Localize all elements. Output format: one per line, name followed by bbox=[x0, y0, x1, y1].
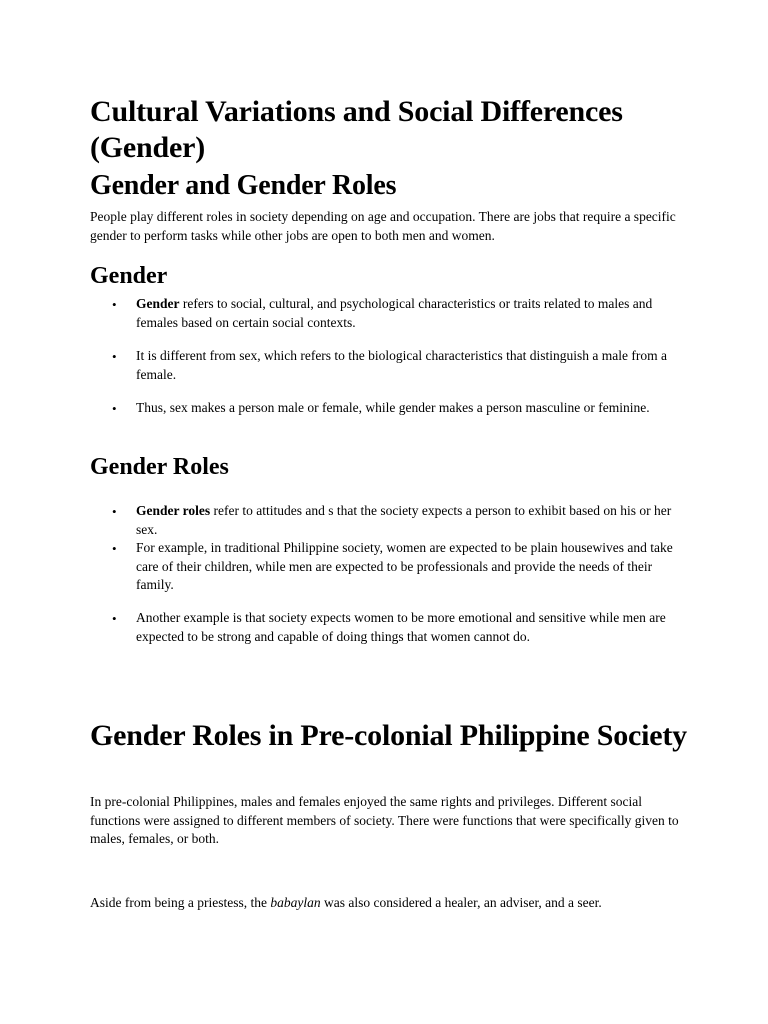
bullet-icon: • bbox=[112, 349, 117, 364]
gender-bullet-1-text: refers to social, cultural, and psychological characteristics or traits related to males and females based on certain social contexts. bbox=[136, 296, 653, 330]
intro-paragraph: People play different roles in society depending on age and occupation. There are jobs that require a specific gender to perform tasks while other jobs are open to both men and women. bbox=[90, 209, 676, 243]
babaylan-paragraph bbox=[90, 894, 685, 913]
main-heading: Gender and Gender Roles bbox=[90, 170, 397, 201]
bullet-icon: • bbox=[112, 504, 117, 519]
roles-bullet-1 bbox=[136, 502, 684, 539]
bullet-icon: • bbox=[112, 611, 117, 626]
bullet-icon: • bbox=[112, 541, 117, 556]
gender-heading: Gender bbox=[90, 263, 168, 289]
term-gender-roles: Gender roles bbox=[136, 503, 211, 518]
roles-bullet-1-text: refer to attitudes and s that the society expects a person to exhibit based on his or her sex. bbox=[136, 503, 672, 537]
bullet-icon: • bbox=[112, 297, 117, 312]
roles-bullet-3: Another example is that society expects women to be more emotional and sensitive while men are expected to be strong and capable of doing things that women cannot do. bbox=[136, 610, 666, 644]
babaylan-text-after: was also considered a healer, an adviser, and a seer. bbox=[320, 895, 602, 910]
precolonial-paragraph: In pre-colonial Philippines, males and females enjoyed the same rights and privileges. Different social functions were assigned to different members of society. There were functions that were specifically given to males, females, or both. bbox=[90, 794, 679, 846]
gender-bullet-2: It is different from sex, which refers to the biological characteristics that distinguish a male from a female. bbox=[136, 348, 667, 382]
gender-bullet-3: Thus, sex makes a person male or female, while gender makes a person masculine or feminine. bbox=[136, 400, 650, 415]
babaylan-text-before: Aside from being a priestess, the bbox=[90, 895, 271, 910]
term-gender: Gender bbox=[136, 296, 180, 311]
gender-roles-heading: Gender Roles bbox=[90, 454, 229, 480]
roles-bullet-2: For example, in traditional Philippine society, women are expected to be plain housewives and take care of their children, while men are expected to be professionals and provide the needs of their family. bbox=[136, 540, 673, 592]
babaylan-term: babaylan bbox=[270, 895, 321, 910]
bullet-icon: • bbox=[112, 401, 117, 416]
precolonial-heading: Gender Roles in Pre-colonial Philippine Society bbox=[90, 719, 687, 752]
gender-bullet-1 bbox=[136, 295, 684, 332]
document-title: Cultural Variations and Social Differences (Gender) bbox=[90, 95, 623, 164]
